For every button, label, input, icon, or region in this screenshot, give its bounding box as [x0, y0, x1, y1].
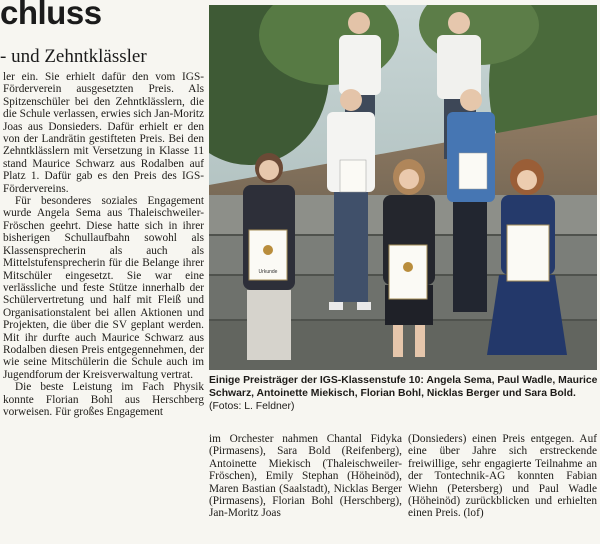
article-column-3: [408, 433, 597, 520]
paragraph-1: ler ein. Sie erhielt dafür den vom IGS-Förderverein ausgesetzten Preis. Als Spitzenschüler bei den Zehntklässlern, die die Schule verlassen, erwies sich Jan-Moritz Joas aus Donsieders. Dafür erhielt er den von der Landrätin gestifteten Preis. Bei den Zehntklässlern mit Versetzung in Klasse 11 stand Maurice Schwarz aus Rodalben auf Platz 1. Dafür gab es den Preis des IGS-Fördervereins.: [3, 71, 204, 195]
paragraph-5: (Donsieders) einen Preis entgegen. Auf eine über Jahre sich erstreckende freiwillige, sehr engagierte Teilnahme an der Tontechnik-AG konnten Fabian Wiehn (Petersberg) und Paul Wadle (Höheinöd) zurückblicken und erhielten einen Preis. (lof): [408, 433, 597, 520]
paragraph-2: Für besonderes soziales Engagement wurde Angela Sema aus Thaleischweiler-Fröschen geehrt. Diese hatte sich in ihrer bisherigen Schullaufbahn sowohl als Klassensprecherin als auch als Mittelstufensprecherin für die Belange ihrer Mitschüler eingesetzt. Sie war eine verlässliche und feste Stütze innerhalb der Schülervertretung und half mit Fleiß und Organisationstalent bei allen Aktionen und Projekten, die über die SV geplant werden. Mit ihr durfte auch Maurice Schwarz aus Rodalben diesen Preis entgegennehmen, der wie seine Mitschülerin die Schule auch im Jugendforum der Kreisverwaltung vertrat.: [3, 195, 204, 381]
paragraph-3: Die beste Leistung im Fach Physik konnte Florian Bohl aus Herschberg vorweisen. Für großes Engagement: [3, 381, 204, 418]
subheadline: - und Zehntklässler: [0, 46, 147, 67]
headline: chluss: [0, 0, 102, 31]
group-photo: [209, 5, 597, 370]
group-photo-image: [209, 5, 597, 370]
certificate-label: Urkunde: [258, 269, 278, 275]
photo-credit: (Fotos: L. Feldner): [209, 400, 295, 412]
photo-caption: [209, 375, 599, 413]
caption-text: Einige Preisträger der IGS-Klassenstufe 10: Angela Sema, Paul Wadle, Maurice Schwarz, Antoinette Miekisch, Florian Bohl, Nicklas Berger und Sara Bold.: [209, 375, 598, 399]
person-middle-left: [327, 89, 375, 310]
paragraph-4: im Orchester nahmen Chantal Fidyka (Pirmasens), Sara Bold (Reifenberg), Antoinette Miekisch (Thaleischweiler-Fröschen), Emily Stephan (Höheinöd), Maren Bastian (Saalstadt), Nicklas Berger (Pirmasens), Florian Bohl (Herschberg), Jan-Moritz Joas: [209, 433, 402, 520]
article-column-1: [3, 71, 204, 418]
article-column-2: [209, 433, 402, 520]
